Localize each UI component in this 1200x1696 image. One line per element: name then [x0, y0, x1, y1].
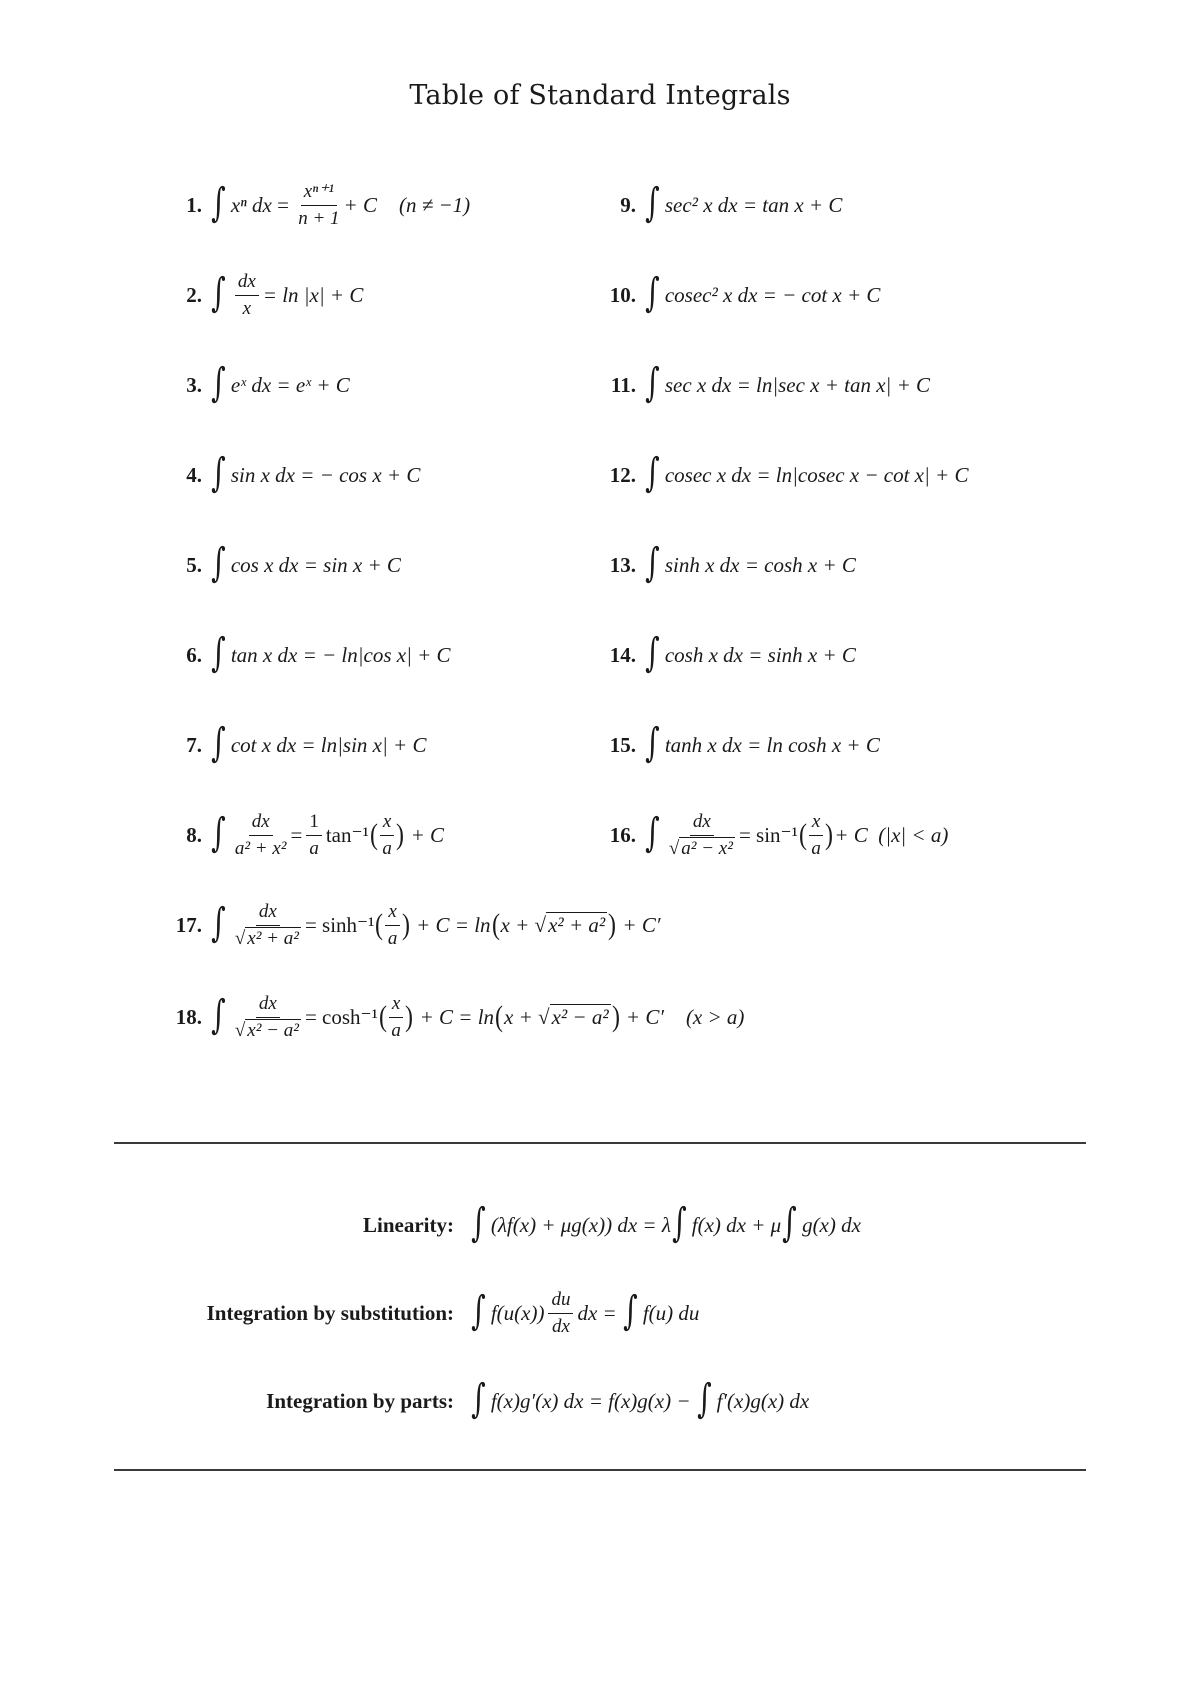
item-number: 6. [186, 642, 202, 667]
item-number: 18. [175, 1004, 202, 1029]
function: tan⁻¹ [325, 822, 369, 847]
argument-fraction: $\frac{x}{a}$ [380, 811, 394, 860]
substitution-rule: Integration by substitution: ∫ f(u(x)) $\frac{du}{dx}$ dx = ∫ f(u) du [0, 1278, 1200, 1348]
integral-sign-icon: ∫ [645, 180, 660, 226]
function: = cosh⁻¹ [304, 1004, 378, 1029]
integral-sign-icon: ∫ [782, 1200, 797, 1246]
fraction: $\frac{dx}{\text{√ x² − a²}}$ [234, 992, 299, 1041]
rule-label: Integration by parts: [266, 1388, 454, 1413]
left-paren: ( [369, 818, 378, 851]
left-paren: ( [375, 908, 384, 941]
function: = sinh⁻¹ [304, 912, 375, 937]
integral-7 [180, 710, 426, 780]
integral-sign-icon: ∫ [645, 270, 660, 316]
page-title: Table of Standard Integrals [409, 80, 791, 111]
integral-sign-icon: ∫ [471, 1376, 486, 1422]
integrand: sec² x dx [664, 192, 738, 217]
item-number: 12. [609, 462, 636, 487]
integral-sign-icon: ∫ [645, 630, 660, 676]
item-number: 11. [610, 372, 636, 397]
integral-sign-icon: ∫ [211, 180, 226, 226]
integral-9 [614, 170, 842, 240]
fraction: $\frac{dx}{\text{√ a² − x²}}$ [668, 810, 733, 859]
integral-3 [180, 350, 350, 420]
right-paren: ) [608, 908, 617, 941]
integral-sign-icon: ∫ [645, 540, 660, 586]
integral-sign-icon: ∫ [211, 992, 226, 1038]
result: = eˣ + C [276, 372, 350, 397]
integral-16 [602, 800, 948, 870]
integral-1: 1. ∫ xⁿ dx = $\frac{\text{xⁿ⁺¹}}{n + 1}$ + C (n ≠ −1) [180, 170, 470, 240]
item-number: 4. [186, 462, 202, 487]
condition: (n ≠ −1) [398, 192, 471, 217]
item-number: 9. [620, 192, 636, 217]
integrand: sec x dx [664, 372, 732, 397]
integrand: cosec² x dx [664, 282, 758, 307]
result: = ln |x| + C [262, 282, 364, 307]
integral-8: 8. ∫ $\frac{dx}{\text{a² + x²}}$ = $\frac{1}{a}$ tan⁻¹ ( $\frac{x}{a}$ ) + C [180, 800, 444, 870]
integral-sign-icon: ∫ [645, 810, 660, 856]
left-paren: ( [378, 1000, 387, 1033]
condition: (|x| < a) [878, 822, 949, 847]
argument-fraction: $\frac{x}{a}$ [389, 993, 403, 1042]
integral-sign-icon: ∫ [471, 1200, 486, 1246]
coefficient-fraction: $\frac{1}{a}$ [306, 811, 322, 860]
integral-sign-icon: ∫ [696, 1376, 712, 1422]
constant: + C [834, 822, 868, 847]
left-paren: ( [495, 1000, 504, 1033]
integral-sign-icon: ∫ [211, 270, 226, 316]
result: = sin x + C [303, 552, 401, 577]
integral-13 [602, 530, 856, 600]
integral-4 [180, 440, 420, 510]
result: = cosh x + C [744, 552, 856, 577]
function: = sin⁻¹ [738, 822, 798, 847]
argument-fraction: $\frac{x}{a}$ [385, 901, 399, 950]
item-number: 7. [186, 732, 202, 757]
integral-15 [602, 710, 880, 780]
integrand: cot x dx [230, 732, 297, 757]
integrand: cosec x dx [664, 462, 752, 487]
integrand: sinh x dx [664, 552, 740, 577]
item-number: 1. [186, 192, 202, 217]
integrand: xⁿ dx [230, 192, 272, 217]
result: = ln|sin x| + C [301, 732, 427, 757]
integral-sign-icon: ∫ [211, 540, 226, 586]
integral-sign-icon: ∫ [645, 450, 660, 496]
item-number: 15. [609, 732, 636, 757]
integral-2 [180, 260, 363, 330]
constant: + C′ [625, 1004, 664, 1029]
integral-sign-icon: ∫ [471, 1288, 486, 1334]
item-number: 3. [186, 372, 202, 397]
integral-6 [180, 620, 451, 690]
item-number: 10. [609, 282, 636, 307]
right-paren: ) [611, 1000, 620, 1033]
linearity-rule: Linearity: ∫ (λf(x) + μg(x)) dx = λ ∫ f(x) dx + μ ∫ g(x) dx [0, 1190, 1200, 1260]
integral-18: 18. ∫ $\frac{dx}{\text{√ x² − a²}}$ = cosh⁻¹ ( $\frac{x}{a}$ ) + C = ln ( x + √ x² − a² ) + C′ (x > a) [168, 982, 744, 1052]
integrand: tanh x dx [664, 732, 742, 757]
result: = ln|cosec x − cot x| + C [756, 462, 969, 487]
integral-sign-icon: ∫ [211, 630, 226, 676]
item-number: 2. [186, 282, 202, 307]
integral-sign-icon: ∫ [211, 810, 226, 856]
integral-12 [602, 440, 968, 510]
integrand: eˣ dx [230, 372, 272, 397]
left-paren: ( [798, 818, 807, 851]
fraction: $\frac{dx}{x}$ [235, 271, 259, 320]
item-number: 14. [609, 642, 636, 667]
item-number: 13. [609, 552, 636, 577]
integrand: cosh x dx [664, 642, 743, 667]
item-number: 5. [186, 552, 202, 577]
top-divider [114, 1142, 1086, 1144]
right-paren: ) [405, 1000, 414, 1033]
rule-label: Integration by substitution: [206, 1300, 454, 1325]
integral-sign-icon: ∫ [645, 360, 660, 406]
result: = tan x + C [742, 192, 843, 217]
integral-14 [602, 620, 856, 690]
fraction: $\frac{dx}{\text{a² + x²}}$ [234, 810, 287, 859]
integral-17: 17. ∫ $\frac{dx}{\text{√ x² + a²}}$ = sinh⁻¹ ( $\frac{x}{a}$ ) + C = ln ( x + √ x² + a² ) + C′ [168, 890, 660, 960]
integrand: sin x dx [230, 462, 295, 487]
item-number: 17. [175, 912, 202, 937]
rule-label: Linearity: [363, 1212, 454, 1237]
item-number: 16. [609, 822, 636, 847]
fraction: $\frac{dx}{\text{√ x² + a²}}$ [234, 900, 299, 949]
condition: (x > a) [685, 1004, 745, 1029]
integral-5 [180, 530, 401, 600]
result: = ln|sec x + tan x| + C [736, 372, 931, 397]
constant: + C′ [622, 912, 661, 937]
result: = − cos x + C [300, 462, 421, 487]
integral-sign-icon: ∫ [211, 900, 226, 946]
fraction: $\frac{du}{dx}$ [548, 1289, 573, 1338]
right-paren: ) [825, 818, 834, 851]
integral-10 [602, 260, 880, 330]
constant: + C [410, 822, 445, 847]
integral-11 [602, 350, 930, 420]
integrand: tan x dx [230, 642, 298, 667]
left-paren: ( [491, 908, 500, 941]
integral-sign-icon: ∫ [211, 720, 226, 766]
integral-sign-icon: ∫ [211, 360, 226, 406]
result: = − cot x + C [762, 282, 881, 307]
result: = sinh x + C [748, 642, 856, 667]
argument-fraction: $\frac{x}{a}$ [809, 811, 823, 860]
parts-rule: Integration by parts: ∫ f(x)g′(x) dx = f(x)g(x) − ∫ f′(x)g(x) dx [0, 1366, 1200, 1436]
integral-sign-icon: ∫ [645, 720, 660, 766]
result: = ln cosh x + C [747, 732, 880, 757]
integral-sign-icon: ∫ [672, 1200, 687, 1246]
fraction: $\frac{\text{xⁿ⁺¹}}{n + 1}$ [298, 180, 340, 229]
right-paren: ) [396, 818, 405, 851]
bottom-divider [114, 1469, 1086, 1471]
integral-sign-icon: ∫ [623, 1288, 638, 1334]
constant: + C [343, 192, 377, 217]
right-paren: ) [401, 908, 410, 941]
result: = − ln|cos x| + C [302, 642, 451, 667]
integral-sign-icon: ∫ [211, 450, 226, 496]
integrand: cos x dx [230, 552, 299, 577]
item-number: 8. [186, 822, 202, 847]
